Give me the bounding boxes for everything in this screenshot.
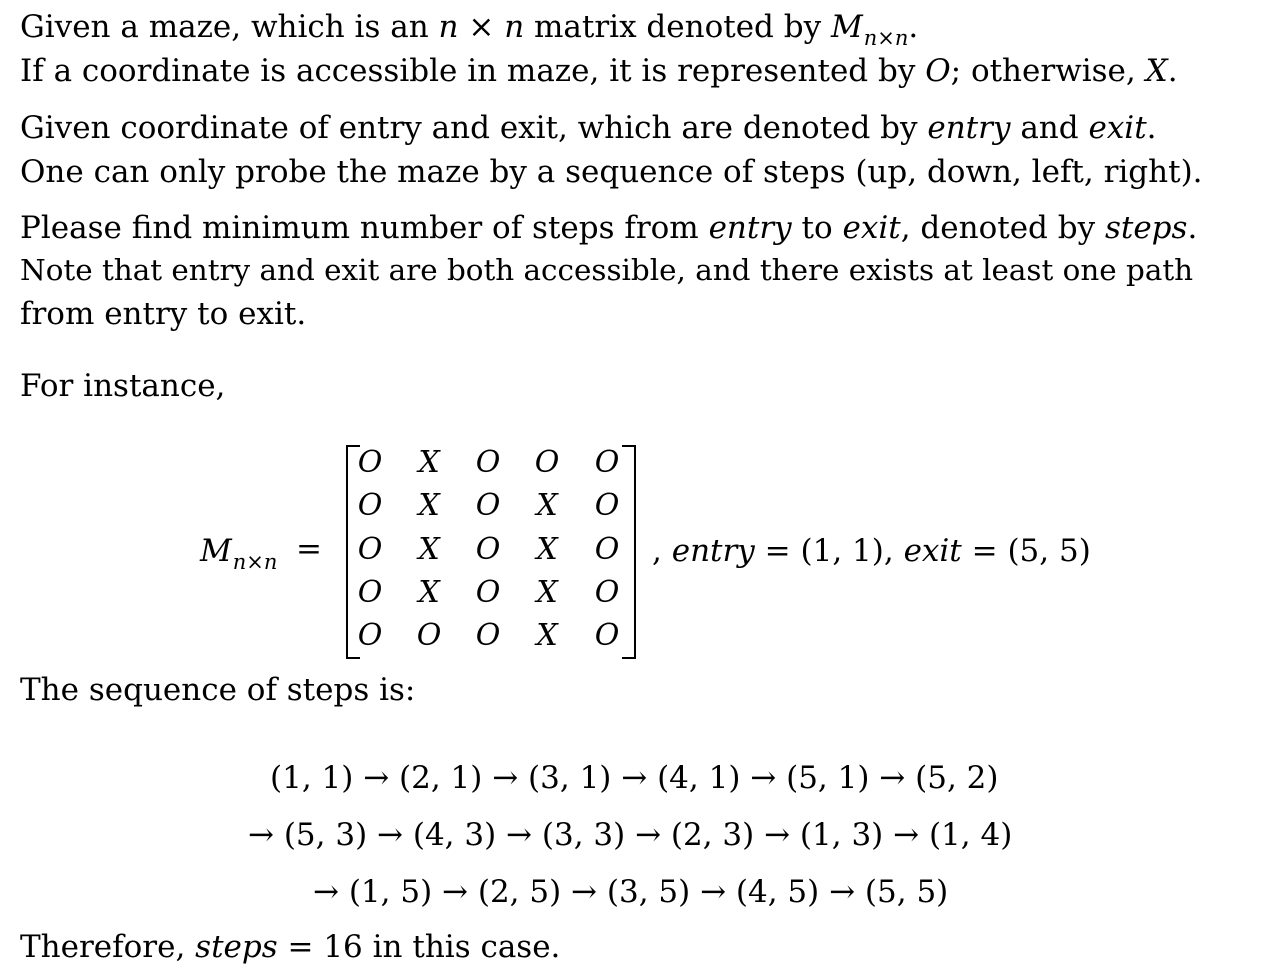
instance-label: For instance, [20,368,226,404]
text: . [1146,110,1157,146]
para2-line1 [20,110,1157,146]
math-exit: exit [1088,110,1147,146]
matrix-cell-r5-c2: O [416,618,442,653]
text: , [652,533,672,569]
math-n: n [504,9,525,45]
para1-line2 [20,53,1178,89]
text: and [1010,110,1089,146]
matrix-equation [200,445,1100,657]
math-M: M [830,9,863,45]
matrix-cell-r1-c3: O [475,445,501,480]
matrix-cell-r2-c4: X [536,488,558,523]
text: Given a maze, which is an [20,9,439,45]
matrix-cell-r3-c3: O [475,532,501,567]
matrix-cell-r1-c1: O [357,445,383,480]
matrix-cell-r2-c3: O [475,488,501,523]
math-O: O [925,53,951,89]
matrix-cell-r4-c5: O [594,575,620,610]
matrix-cell-r2-c1: O [357,488,383,523]
math-subscript: n×n [863,26,909,50]
text: = 16 in this case. [277,929,561,965]
matrix-cell-r3-c5: O [594,532,620,567]
math-exit: exit [903,533,962,569]
math-exit: exit [842,210,901,246]
text: matrix denoted by [524,9,831,45]
matrix-cell-r5-c3: O [475,618,501,653]
math-steps: steps [195,929,278,965]
sequence-line-3: → (1, 5) → (2, 5) → (3, 5) → (4, 5) → (5, 5) [313,874,949,910]
math-entry: entry [708,210,792,246]
matrix-cell-r4-c3: O [475,575,501,610]
matrix-cell-r5-c4: X [536,618,558,653]
math-entry: entry [671,533,755,569]
text: Please find minimum number of steps from [20,210,709,246]
para3-line2: Note that entry and exit are both accessible, and there exists at least one path [20,253,1194,287]
matrix-cell-r3-c4: X [536,532,558,567]
matrix-cell-r4-c1: O [357,575,383,610]
para3-line1 [20,210,1198,246]
text: . [1167,53,1178,89]
matrix-cell-r5-c1: O [357,618,383,653]
text: to [791,210,843,246]
matrix-cell-r2-c2: X [418,488,440,523]
matrix-cell-r1-c4: O [534,445,560,480]
matrix-cell-r3-c2: X [418,532,440,567]
sequence-label: The sequence of steps is: [20,672,416,708]
matrix-cell-r5-c5: O [594,618,620,653]
matrix-cell-r1-c2: X [418,445,440,480]
equals-sign: = [296,531,322,567]
para2-line2: One can only probe the maze by a sequence of steps (up, down, left, right). [20,154,1203,190]
text: = (5, 5) [961,533,1091,569]
matrix-label [200,533,278,574]
math-n: n [438,9,459,45]
sequence-line-2: → (5, 3) → (4, 3) → (3, 3) → (2, 3) → (1, 3) → (1, 4) [248,817,1013,853]
matrix-cell-r4-c4: X [536,575,558,610]
text: , denoted by [900,210,1105,246]
matrix-cell-r3-c1: O [357,532,383,567]
para1-line1 [20,9,919,50]
math-subscript: n×n [232,550,278,574]
text: If a coordinate is accessible in maze, it is represented by [20,53,926,89]
times-symbol: × [458,9,505,45]
math-entry: entry [927,110,1011,146]
math-M: M [200,533,232,569]
conclusion [20,929,561,965]
text: . [908,9,919,45]
sequence-line-1: (1, 1) → (2, 1) → (3, 1) → (4, 1) → (5, 1) → (5, 2) [270,760,999,796]
text: . [1187,210,1198,246]
matrix-cell-r4-c2: X [418,575,440,610]
para3-line3: from entry to exit. [20,296,307,332]
text: Given coordinate of entry and exit, which are denoted by [20,110,928,146]
matrix-tail [652,533,1091,569]
text: = (1, 1), [754,533,904,569]
text: ; otherwise, [950,53,1146,89]
matrix-cell-r2-c5: O [594,488,620,523]
math-steps: steps [1104,210,1188,246]
math-X: X [1145,53,1168,89]
text: Therefore, [20,929,196,965]
matrix-cell-r1-c5: O [594,445,620,480]
